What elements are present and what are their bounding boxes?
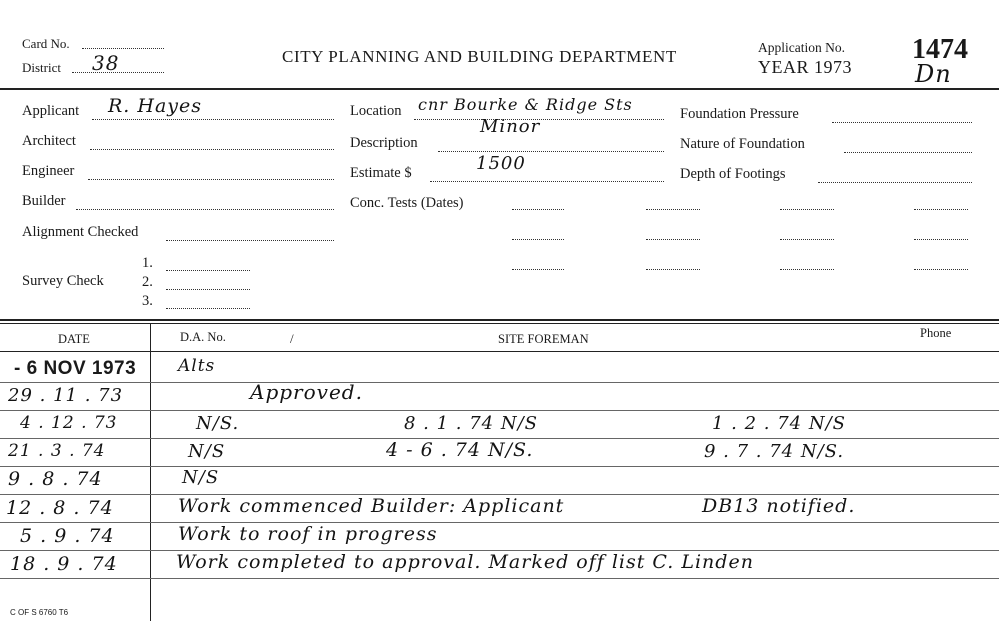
depth-of-footings-label: Depth of Footings	[680, 166, 786, 182]
log-date: 5 . 9 . 74	[20, 525, 115, 547]
phone-header: Phone	[920, 326, 952, 340]
foundation-pressure-label: Foundation Pressure	[680, 106, 799, 122]
log-entry: DB13 notified.	[702, 495, 856, 517]
conc-test-line	[914, 269, 968, 270]
log-date: 12 . 8 . 74	[6, 497, 114, 519]
log-entry: 8 . 1 . 74 N/S	[404, 413, 539, 434]
alignment-line	[166, 240, 334, 241]
builder-line	[76, 209, 334, 210]
conc-test-line	[646, 209, 700, 210]
applicant-line	[92, 119, 334, 120]
header-rule	[0, 88, 999, 90]
conc-test-line	[512, 239, 564, 240]
date-header: DATE	[58, 332, 90, 346]
conc-test-line	[780, 209, 834, 210]
architect-line	[90, 149, 334, 150]
log-date: 18 . 9 . 74	[10, 553, 118, 575]
log-entry: N/S.	[196, 413, 240, 434]
log-entry: 9 . 7 . 74 N/S.	[704, 441, 845, 462]
district-value: 38	[92, 51, 120, 75]
engineer-label: Engineer	[22, 163, 75, 179]
log-row-line	[0, 578, 999, 579]
log-entry: N/S	[188, 441, 226, 462]
log-date-stamp: - 6 NOV 1973	[14, 358, 137, 379]
survey-item-2: 2.	[142, 274, 153, 290]
log-date: 21 . 3 . 74	[8, 441, 106, 461]
form-code: C OF S 6760 T6	[10, 608, 69, 617]
log-entry: Approved.	[250, 380, 363, 404]
foundation-pressure-line	[832, 122, 972, 123]
log-row-line	[0, 382, 999, 383]
depth-of-footings-line	[818, 182, 972, 183]
description-line	[438, 151, 664, 152]
location-label: Location	[350, 103, 402, 119]
conc-tests-label: Conc. Tests (Dates)	[350, 195, 464, 211]
log-entry: N/S	[182, 467, 220, 488]
site-foreman-header: SITE FOREMAN	[498, 332, 589, 346]
conc-test-line	[780, 239, 834, 240]
estimate-value: 1500	[476, 153, 526, 174]
architect-label: Architect	[22, 133, 76, 149]
location-value: cnr Bourke & Ridge Sts	[418, 95, 633, 114]
applicant-value: R. Hayes	[108, 95, 203, 117]
conc-test-line	[780, 269, 834, 270]
survey-label: Survey Check	[22, 273, 104, 289]
log-date: 9 . 8 . 74	[8, 468, 103, 490]
initials-signature: Dn	[915, 60, 952, 88]
card-no-line	[82, 48, 164, 49]
log-entry: 4 - 6 . 74 N/S.	[386, 439, 534, 461]
estimate-line	[430, 181, 664, 182]
log-entry: Work to roof in progress	[178, 523, 438, 545]
survey-line-1	[166, 270, 250, 271]
department-title: CITY PLANNING AND BUILDING DEPARTMENT	[282, 47, 677, 66]
nature-of-foundation-line	[844, 152, 972, 153]
conc-test-line	[512, 209, 564, 210]
da-no-header: D.A. No.	[180, 330, 226, 344]
log-entry: Alts	[178, 356, 216, 376]
application-number: 1474	[912, 34, 968, 65]
da-slash: /	[290, 331, 294, 346]
application-no-label: Application No.	[758, 40, 845, 55]
log-top-rule	[0, 319, 999, 321]
survey-item-1: 1.	[142, 255, 153, 271]
conc-test-line	[914, 239, 968, 240]
survey-item-3: 3.	[142, 293, 153, 309]
card-no-label: Card No.	[22, 36, 70, 51]
conc-test-line	[646, 239, 700, 240]
log-row-line	[0, 410, 999, 411]
nature-of-foundation-label: Nature of Foundation	[680, 136, 805, 152]
alignment-label: Alignment Checked	[22, 224, 139, 240]
log-date: 4 . 12 . 73	[20, 413, 118, 433]
estimate-label: Estimate $	[350, 165, 412, 181]
conc-test-line	[646, 269, 700, 270]
log-date: 29 . 11 . 73	[8, 385, 124, 406]
builder-label: Builder	[22, 193, 66, 209]
log-row-line	[0, 466, 999, 467]
conc-test-line	[512, 269, 564, 270]
applicant-label: Applicant	[22, 103, 80, 119]
engineer-line	[88, 179, 334, 180]
log-entry: 1 . 2 . 74 N/S	[712, 413, 847, 434]
conc-test-line	[914, 209, 968, 210]
year-label: YEAR 1973	[758, 57, 852, 77]
description-label: Description	[350, 135, 418, 151]
log-entry: Work commenced Builder: Applicant	[178, 495, 565, 517]
survey-line-2	[166, 289, 250, 290]
description-value: Minor	[480, 116, 541, 137]
district-label: District	[22, 60, 61, 75]
date-column-divider	[150, 324, 151, 621]
log-row-line	[0, 522, 999, 523]
survey-line-3	[166, 308, 250, 309]
log-entry: Work completed to approval. Marked off list C. Linden	[176, 551, 754, 573]
